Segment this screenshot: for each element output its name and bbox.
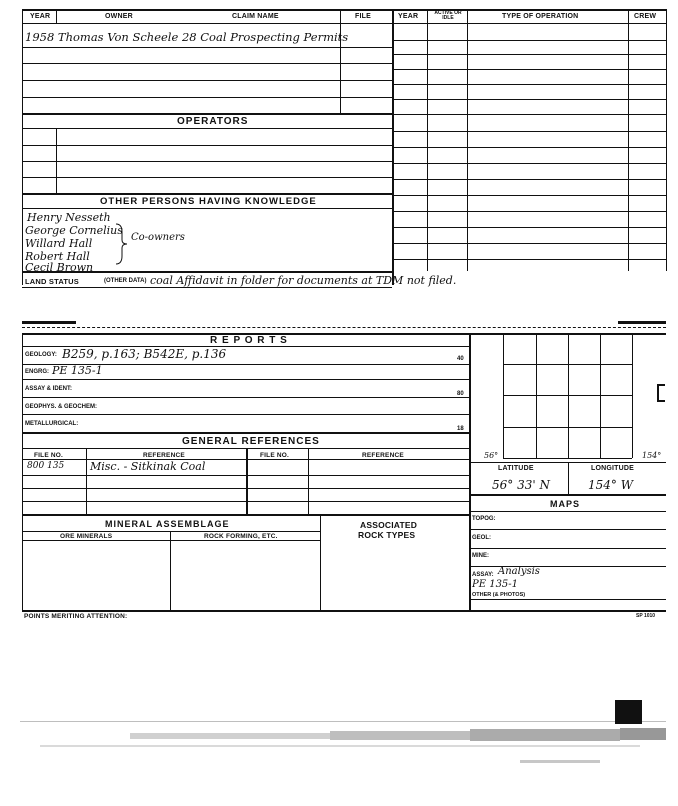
maps-assay-value: Analysis	[498, 566, 540, 577]
geology-label: GEOLOGY:	[25, 352, 57, 358]
co-owners-note: Co-owners	[131, 232, 185, 243]
latitude-label: LATITUDE	[498, 465, 534, 472]
geology-value: B259, p.163; B542E, p.136	[62, 347, 227, 361]
maps-assay-label: ASSAY:	[472, 572, 494, 578]
metallurgical-num: 18	[457, 426, 464, 432]
lat-tick: 56°	[484, 451, 499, 460]
maps-title: MAPS	[550, 499, 581, 509]
person-name: George Cornelius	[25, 224, 123, 237]
land-status-value: coal Affidavit in folder for documents at TDM not filed.	[150, 274, 457, 287]
person-name: Willard Hall	[25, 237, 93, 250]
engrg-label: ENGRG:	[25, 369, 49, 375]
geophys-label: GEOPHYS. & GEOCHEM:	[25, 404, 98, 410]
operators-title: OPERATORS	[177, 116, 249, 127]
rock-forming-label: ROCK FORMING, ETC.	[204, 533, 278, 540]
longitude-label: LONGITUDE	[591, 465, 635, 472]
lon-tick: 154°	[642, 451, 662, 460]
ref-row-file-no: 800 135	[27, 461, 65, 471]
metallurgical-label: METALLURGICAL:	[25, 421, 79, 427]
type-of-operation-header: TYPE OF OPERATION	[502, 13, 579, 20]
crew-header: CREW	[634, 13, 657, 20]
engrg-value: PE 135-1	[52, 364, 103, 377]
ref-row-reference: Misc. - Sitkinak Coal	[90, 460, 206, 473]
year2-header: YEAR	[398, 13, 419, 20]
rock-types-label: ROCK TYPES	[358, 530, 416, 540]
land-status-sublabel: (OTHER DATA)	[104, 278, 147, 284]
land-status-label: LAND STATUS	[25, 277, 80, 286]
form-number: SP 1010	[636, 613, 656, 619]
year-header: YEAR	[30, 13, 51, 20]
ref-col-file-no-1: FILE NO.	[34, 452, 64, 459]
ore-minerals-label: ORE MINERALS	[60, 533, 113, 540]
maps-topog-label: TOPOG:	[472, 516, 496, 522]
person-name: Henry Nesseth	[27, 211, 111, 224]
maps-mine-label: MINE:	[472, 553, 489, 559]
other-persons-title: OTHER PERSONS HAVING KNOWLEDGE	[100, 196, 317, 207]
geology-num: 40	[457, 356, 464, 362]
longitude-value: 154° W	[588, 478, 634, 492]
co-owners-brace	[114, 222, 128, 266]
ref-col-reference-2: REFERENCE	[362, 452, 404, 459]
maps-assay-value-2: PE 135-1	[472, 579, 519, 590]
ref-col-reference-1: REFERENCE	[143, 452, 185, 459]
mineral-assemblage-title: MINERAL ASSEMBLAGE	[105, 519, 230, 529]
person-name: Robert Hall	[25, 250, 90, 263]
claim-entry: 1958 Thomas Von Scheele 28 Coal Prospecting Permits	[25, 30, 349, 44]
file-header: FILE	[355, 13, 371, 20]
active-idle-header: ACTIVE OR IDLE	[434, 10, 462, 21]
assay-num: 80	[457, 391, 464, 397]
person-name: Cecil Brown	[25, 261, 94, 274]
claim-name-header: CLAIM NAME	[232, 13, 279, 20]
reports-title: R E P O R T S	[210, 335, 288, 346]
latitude-value: 56° 33' N	[492, 478, 550, 492]
points-meriting-attention: POINTS MERITING ATTENTION:	[24, 613, 128, 620]
owner-header: OWNER	[105, 13, 133, 20]
assay-label: ASSAY & IDENT:	[25, 386, 73, 392]
maps-geol-label: GEOL:	[472, 535, 491, 541]
associated-label: ASSOCIATED	[360, 520, 418, 530]
ref-col-file-no-2: FILE NO.	[260, 452, 290, 459]
general-references-title: GENERAL REFERENCES	[182, 436, 320, 447]
maps-other-label: OTHER (& PHOTOS)	[472, 592, 526, 598]
